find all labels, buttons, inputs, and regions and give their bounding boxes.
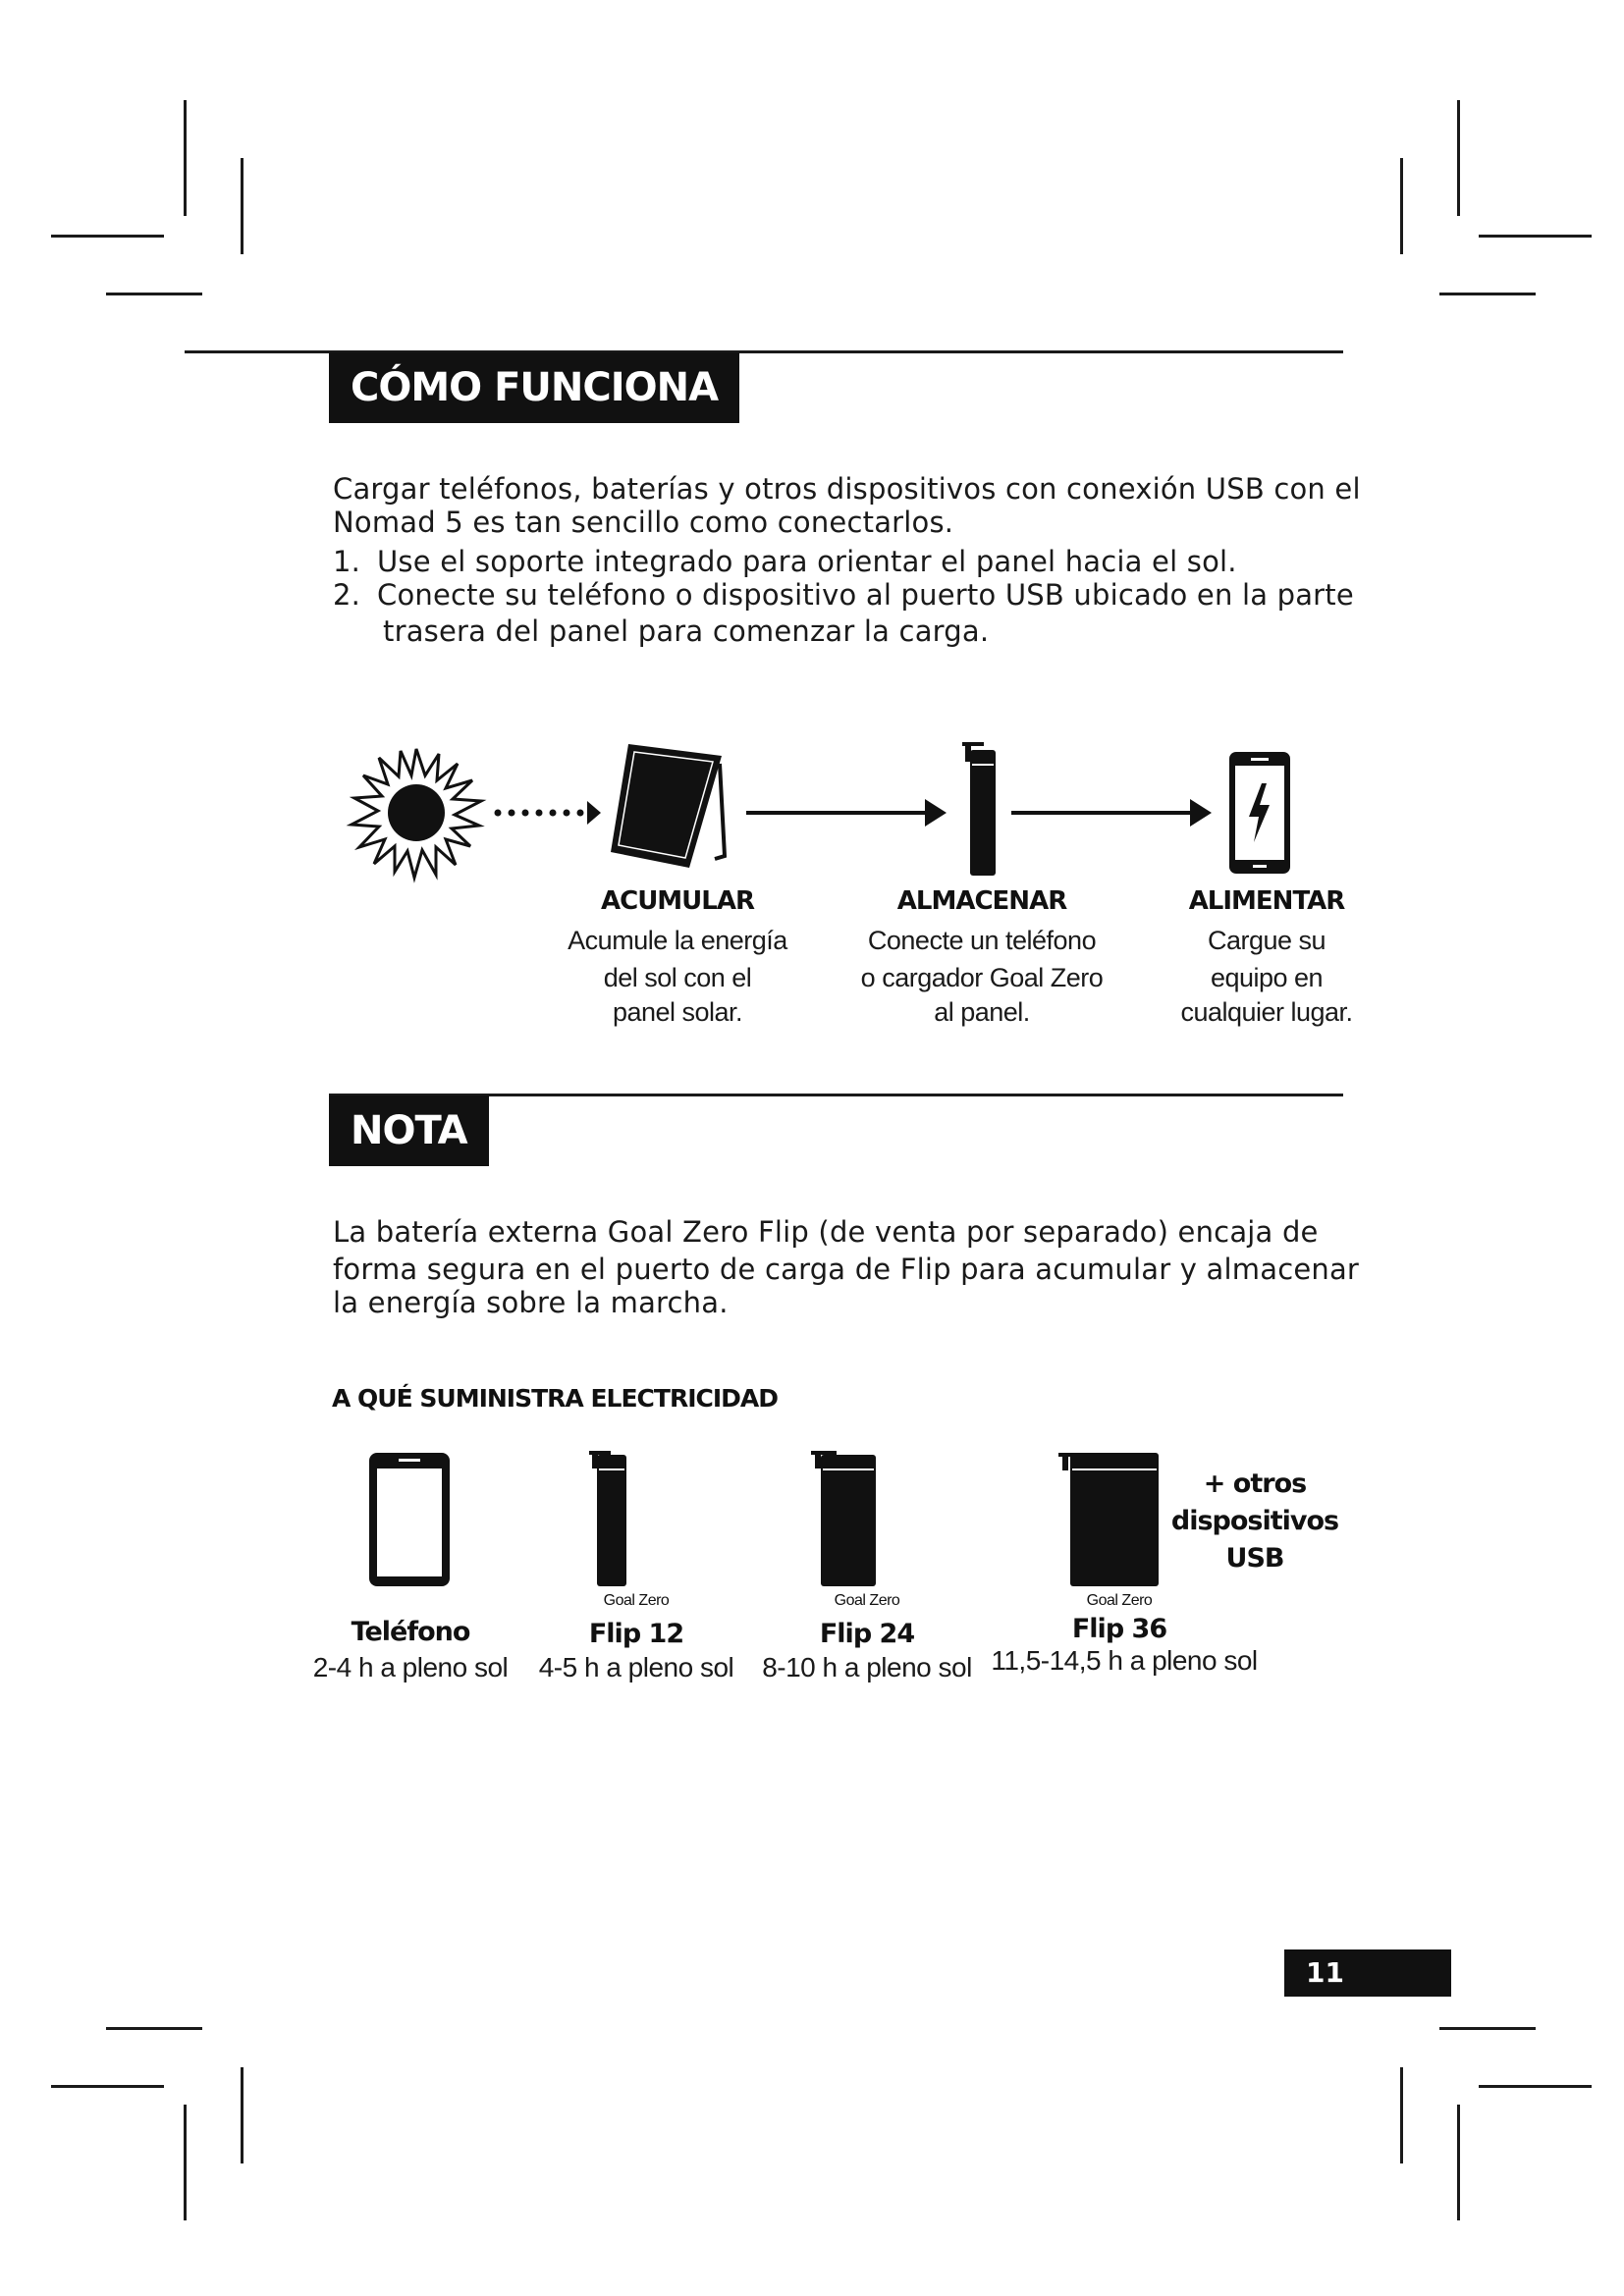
flow-step-text: Acumule la energía bbox=[568, 926, 787, 955]
flow-step-text: al panel. bbox=[934, 997, 1030, 1027]
section-heading-nota: NOTA bbox=[329, 1095, 489, 1166]
flip-12-icon bbox=[589, 1451, 626, 1586]
sun-icon bbox=[352, 749, 481, 878]
step-text: Use el soporte integrado para orientar el panel hacia el sol. bbox=[377, 545, 1237, 578]
flip-36-icon bbox=[1058, 1453, 1159, 1586]
power-bank-icon bbox=[962, 742, 996, 876]
flow-step-text: equipo en bbox=[1210, 963, 1324, 992]
step-text: Conecte su teléfono o dispositivo al puerto USB ubicado en la parte bbox=[377, 578, 1354, 612]
flow-step-title: ACUMULAR bbox=[600, 886, 754, 916]
flow-step-title: ALMACENAR bbox=[896, 886, 1067, 916]
flow-step-text: Cargue su bbox=[1207, 926, 1326, 955]
device-charge-time: 11,5-14,5 h a pleno sol bbox=[991, 1645, 1258, 1676]
flow-step-text: o cargador Goal Zero bbox=[860, 963, 1104, 992]
others-text: USB bbox=[1225, 1543, 1284, 1574]
others-text: dispositivos bbox=[1170, 1506, 1339, 1536]
step-text: trasera del panel para comenzar la carga. bbox=[383, 614, 990, 648]
page-number-value: 11 bbox=[1306, 1956, 1344, 1989]
device-name: Flip 36 bbox=[1071, 1614, 1167, 1644]
note-text: forma segura en el puerto de carga de Flip para acumular y almacenar bbox=[333, 1253, 1360, 1286]
device-name: Flip 24 bbox=[819, 1619, 915, 1649]
device-name: Flip 12 bbox=[588, 1619, 684, 1649]
device-brand: Goal Zero bbox=[834, 1592, 900, 1609]
solar-panel-icon bbox=[611, 744, 725, 868]
section-heading-como-funciona: CÓMO FUNCIONA bbox=[329, 352, 739, 423]
step-number: 2. bbox=[333, 578, 361, 612]
others-text: + otros bbox=[1203, 1468, 1307, 1499]
device-name: Teléfono bbox=[351, 1617, 470, 1647]
note-text: la energía sobre la marcha. bbox=[333, 1286, 729, 1319]
device-charge-time: 4-5 h a pleno sol bbox=[538, 1652, 734, 1682]
flow-diagram bbox=[334, 726, 1335, 893]
page-number bbox=[1284, 1949, 1451, 1997]
flip-24-icon bbox=[811, 1451, 876, 1586]
device-brand: Goal Zero bbox=[603, 1592, 670, 1609]
device-brand: Goal Zero bbox=[1086, 1592, 1153, 1609]
intro-line: Nomad 5 es tan sencillo como conectarlos. bbox=[333, 506, 954, 539]
device-icons bbox=[353, 1443, 1178, 1590]
smartphone-icon bbox=[369, 1453, 450, 1586]
device-charge-time: 2-4 h a pleno sol bbox=[312, 1652, 509, 1682]
flow-step-text: del sol con el bbox=[603, 963, 752, 992]
device-charge-time: 8-10 h a pleno sol bbox=[762, 1652, 972, 1682]
flow-step-title: ALIMENTAR bbox=[1188, 886, 1345, 916]
smartphone-charging-icon bbox=[1229, 752, 1290, 874]
flow-step-text: panel solar. bbox=[612, 997, 743, 1027]
flow-step-text: Conecte un teléfono bbox=[867, 926, 1097, 955]
powers-heading: A QUÉ SUMINISTRA ELECTRICIDAD bbox=[332, 1384, 778, 1413]
note-text: La batería externa Goal Zero Flip (de venta por separado) encaja de bbox=[333, 1215, 1319, 1249]
step-number: 1. bbox=[333, 545, 361, 578]
dotted-arrow-icon bbox=[495, 801, 602, 825]
arrow-icon bbox=[1011, 799, 1212, 827]
flow-step-text: cualquier lugar. bbox=[1180, 997, 1353, 1027]
arrow-icon bbox=[746, 799, 947, 827]
intro-line: Cargar teléfonos, baterías y otros dispositivos con conexión USB con el bbox=[333, 472, 1361, 506]
